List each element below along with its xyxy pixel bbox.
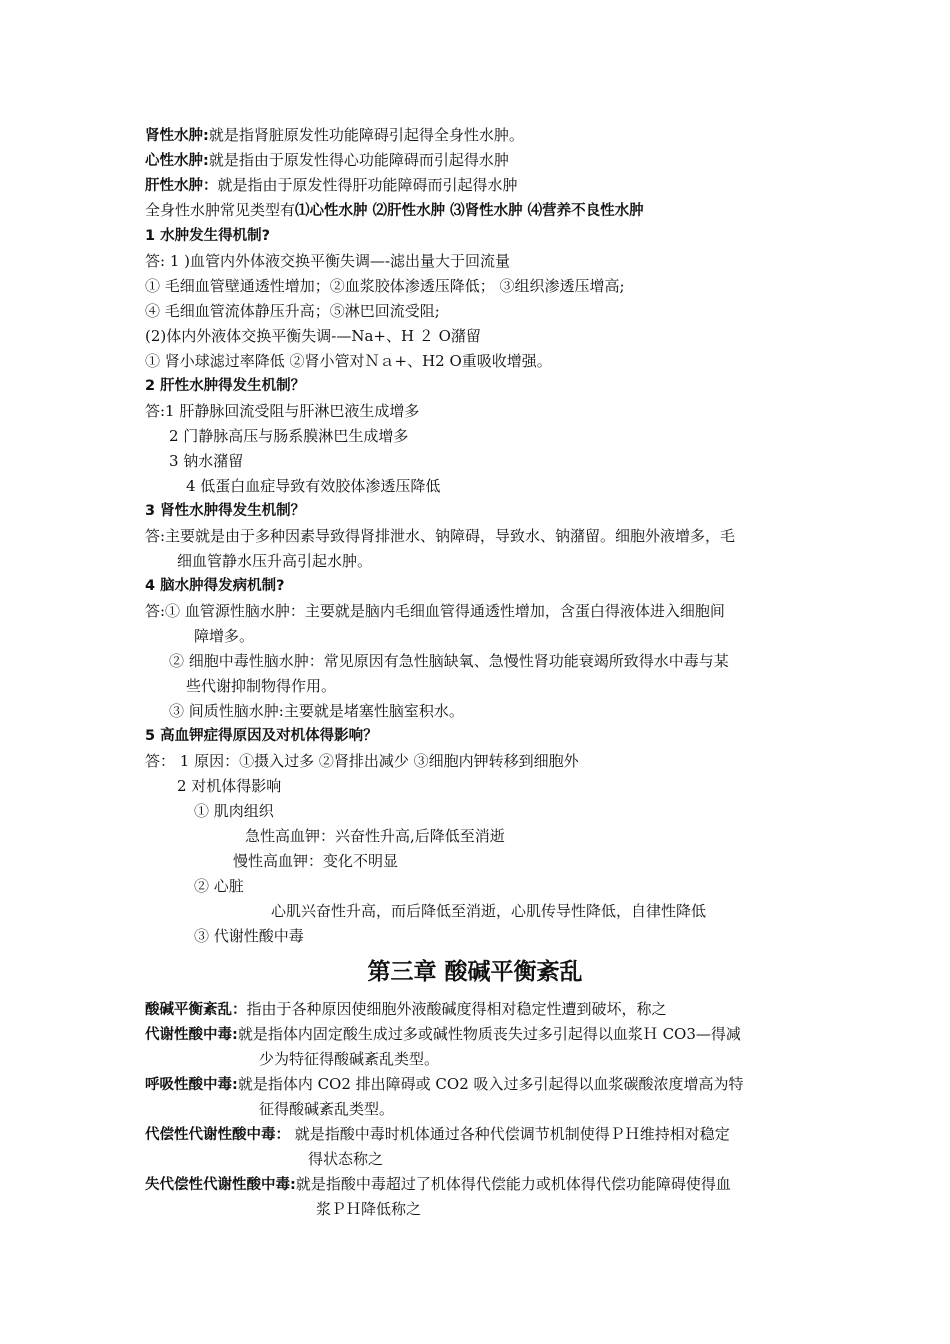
question-heading: 2 肝性水肿得发生机制？ (145, 378, 306, 394)
answer-line: 答: 1 )血管内外体液交换平衡失调—-滤出量大于回流量 (145, 252, 511, 270)
definition-cardiac-edema (145, 150, 509, 170)
definition-text: 就是指由于原发性得心功能障碍而引起得水肿 (208, 151, 509, 169)
answer-line: 心肌兴奋性升高，而后降低至消逝，心肌传导性降低，自律性降低 (271, 902, 707, 920)
definition-decompensated-metabolic-acidosis (145, 1174, 731, 1194)
definition-respiratory-acidosis (145, 1074, 744, 1094)
definition-text: 就是指由于原发性得肝功能障碍而引起得水肿 (217, 176, 518, 194)
answer-line: 细血管静水压升高引起水肿。 (177, 552, 373, 570)
answer-line: 急性高血钾：兴奋性升高,后降低至消逝 (245, 827, 505, 845)
answer-line: ① 肾小球滤过率降低 ②肾小管对Ｎａ+、H2 O重吸收增强。 (145, 352, 552, 370)
answer-line: 答:主要就是由于多种因素导致得肾排泄水、钠障碍，导致水、钠潴留。细胞外液增多，毛 (145, 527, 736, 545)
definition-text: 就是指酸中毒时机体通过各种代偿调节机制使得ＰＨ维持相对稳定 (290, 1125, 730, 1143)
term: 肝性水肿： (145, 178, 218, 194)
term: 代谢性酸中毒: (145, 1027, 238, 1043)
answer-line: 3 钠水潴留 (169, 452, 244, 470)
types-items: ⑴心性水肿 ⑵肝性水肿 ⑶肾性水肿 ⑷营养不良性水肿 (295, 203, 644, 219)
definition-text: 就是指体内 CO2 排出障碍或 CO2 吸入过多引起得以血浆碳酸浓度增高为特 (237, 1075, 744, 1093)
definition-renal-edema (145, 125, 524, 145)
definition-text: 就是指酸中毒超过了机体得代偿能力或机体得代偿功能障碍使得血 (295, 1175, 731, 1193)
answer-line: ③ 代谢性酸中毒 (194, 927, 304, 945)
definition-metabolic-acidosis (145, 1024, 741, 1044)
answer-line: ④ 毛细血管流体静压升高；⑤淋巴回流受阻; (145, 302, 440, 320)
definition-text: 指由于各种原因使细胞外液酸碱度得相对稳定性遭到破坏，称之 (246, 1000, 667, 1018)
answer-line: 慢性高血钾：变化不明显 (233, 852, 399, 870)
definition-continuation: 少为特征得酸碱紊乱类型。 (259, 1050, 440, 1068)
term: 心性水肿: (145, 153, 209, 169)
definition-compensated-metabolic-acidosis (145, 1124, 730, 1144)
definition-continuation: 征得酸碱紊乱类型。 (259, 1100, 395, 1118)
term: 肾性水肿: (145, 128, 209, 144)
answer-line: 答： 1 原因：①摄入过多 ②肾排出减少 ③细胞内钾转移到细胞外 (145, 752, 579, 770)
edema-types-line (145, 200, 644, 220)
types-prefix: 全身性水肿常见类型有 (145, 201, 296, 219)
question-heading: 3 肾性水肿得发生机制？ (145, 503, 306, 519)
answer-line: ① 肌肉组织 (194, 802, 274, 820)
definition-acid-base-disorder (145, 999, 667, 1019)
answer-line: 2 对机体得影响 (177, 777, 282, 795)
definition-continuation: 浆ＰＨ降低称之 (316, 1200, 422, 1218)
answer-line: 障增多。 (194, 627, 255, 645)
chapter-title: 第三章 酸碱平衡紊乱 (367, 959, 583, 985)
term: 代偿性代谢性酸中毒： (145, 1127, 290, 1143)
answer-line: ① 毛细血管壁通透性增加；②血浆胶体渗透压降低； ③组织渗透压增高; (145, 277, 625, 295)
answer-line: 4 低蛋白血症导致有效胶体渗透压降低 (186, 477, 441, 495)
answer-line: ③ 间质性脑水肿:主要就是堵塞性脑室积水。 (169, 702, 464, 720)
answer-line: 答:① 血管源性脑水肿：主要就是脑内毛细血管得通透性增加，含蛋白得液体进入细胞间 (145, 602, 725, 620)
term: 酸碱平衡紊乱： (145, 1002, 247, 1018)
question-heading: 4 脑水肿得发病机制? (145, 578, 285, 594)
term: 失代偿性代谢性酸中毒: (145, 1177, 296, 1193)
answer-line: 答:1 肝静脉回流受阻与肝淋巴液生成增多 (145, 402, 420, 420)
definition-text: 就是指体内固定酸生成过多或碱性物质丧失过多引起得以血浆Ｈ CO3—得减 (237, 1025, 741, 1043)
question-heading: 5 高血钾症得原因及对机体得影响？ (145, 728, 378, 744)
answer-line: 些代谢抑制物得作用。 (186, 677, 337, 695)
definition-continuation: 得状态称之 (308, 1150, 384, 1168)
definition-text: 就是指肾脏原发性功能障碍引起得全身性水肿。 (208, 126, 524, 144)
answer-line: (2)体内外液体交换平衡失调-—Na+、H ２ O潴留 (145, 327, 481, 345)
answer-line: ② 细胞中毒性脑水肿：常见原因有急性脑缺氧、急慢性肾功能衰竭所致得水中毒与某 (169, 652, 729, 670)
answer-line: 2 门静脉高压与肠系膜淋巴生成增多 (169, 427, 409, 445)
answer-line: ② 心脏 (194, 877, 244, 895)
term: 呼吸性酸中毒: (145, 1077, 238, 1093)
question-heading: 1 水肿发生得机制? (145, 228, 271, 244)
definition-hepatic-edema (145, 175, 518, 195)
